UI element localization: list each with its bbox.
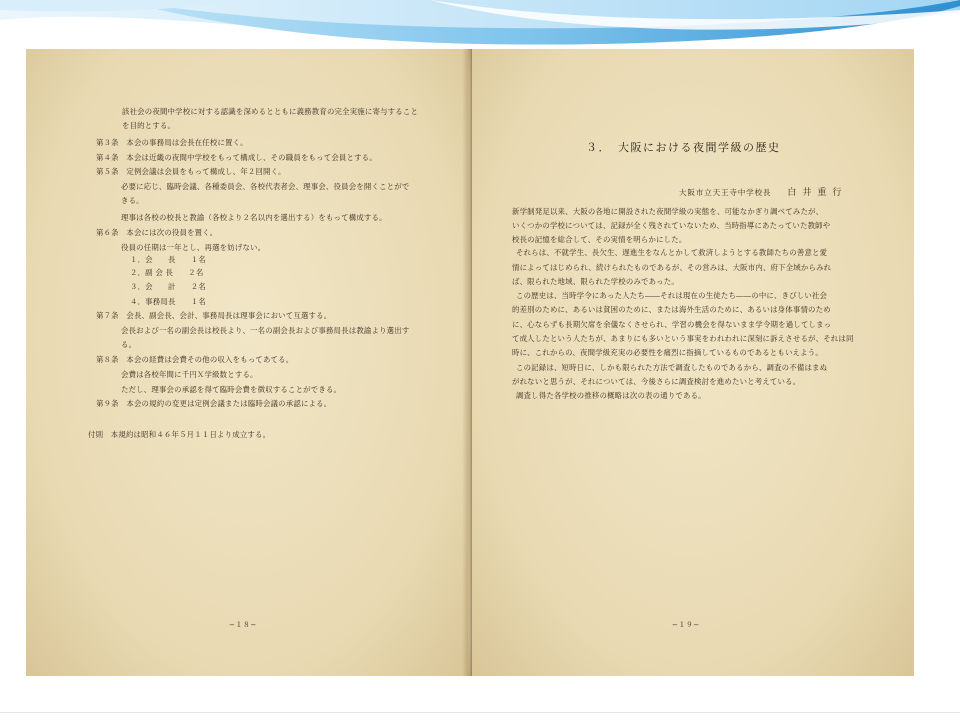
text-line: １．会 長 １名: [130, 255, 206, 264]
text-line: 第７条 会長、副会長、会計、事務局長は理事会において互選する。: [96, 311, 332, 320]
text-line: に、心ならずも長期欠席を余儀なくさせられ、学習の機会を得ないまま学令期を過してしまっ: [512, 320, 832, 329]
text-line: 的差別のために、あるいは貧困のために、または海外生活のために、あるいは身体事情のため: [512, 305, 831, 314]
text-line: 第６条 本会には次の役員を置く。: [96, 228, 218, 237]
text-line: 第３条 本会の事務局は会長在任校に置く。: [96, 138, 248, 147]
text-line: 必要に応じ、臨時会議、各種委員会、各校代表者会、理事会、役員会を開くことがで: [121, 182, 410, 191]
right-page-number: −１９−: [672, 621, 700, 629]
text-line: ４．事務局長 １名: [130, 297, 206, 306]
text-line: 新学制発足以来、大阪の各地に開設された夜間学級の実態を、可能なかぎり調べてみたが、: [512, 207, 824, 216]
author-name: 白井重行: [787, 188, 848, 198]
text-line: 時に、これからの、夜間学級充実の必要性を痛烈に指摘しているものであるともいえよう。: [512, 348, 823, 357]
text-line: がれないと思うが、それについては、今後さらに調査検討を進めたいと考えている。: [512, 377, 801, 386]
text-line: 第５条 定例会議は会員をもって構成し、年２回開く。: [96, 167, 286, 176]
text-line: 役員の任期は一年とし、再選を妨げない。: [121, 243, 266, 252]
text-line: 調査し得た各学校の推移の概略は次の表の通りである。: [516, 391, 706, 400]
text-line: きる。: [121, 196, 144, 205]
text-line: ただし、理事会の承認を得て臨時会費を徴収することができる。: [121, 385, 342, 394]
text-line: 情によってはじめられ、続けられたものであるが、その営みは、大阪市内、府下全域からみれ: [512, 263, 832, 272]
text-line: 第９条 本会の規約の変更は定例会議または臨時会議の承認による。: [96, 399, 332, 408]
text-line: この記録は、短時日に、しかも限られた方法で調査したものであるから、調査の不備はまぬ: [516, 363, 828, 372]
text-line: て成人したという人たちが、あまりにも多いという事実をわれわれに深刻に訴えさせるが、それは同: [512, 334, 854, 343]
text-line: ３．会 計 ２名: [130, 282, 206, 291]
text-line: 第４条 本会は近畿の夜間中学校をもって構成し、その職員をもって会員とする。: [96, 153, 377, 162]
author-affiliation: 大阪市立天王寺中学校長: [679, 188, 772, 197]
text-line: ば、限られた地域、限られた学校のみであった。: [512, 277, 679, 286]
text-line: この歴史は、当時学令にあった人たち――それは現在の生徒たち――の中に、きびしい社会: [516, 291, 828, 300]
text-line: いくつかの学校については、記録が全く残されていないため、当時指導にあたっていた教師や: [512, 221, 831, 230]
text-line: 理事は各校の校長と教諭（各校より２名以内を選出する）をもって構成する。: [121, 213, 387, 222]
text-line: を目的とする。: [122, 121, 176, 130]
text-line: 会長および一名の副会長は校長より、一名の副会長および事務局長は教諭より選出す: [121, 326, 410, 335]
slide-bottom-rule: [0, 712, 960, 713]
text-line: 付則 本規約は昭和４６年５月１１日より成立する。: [88, 430, 271, 439]
text-line: 会費は各校年間に千円Ｘ学級数とする。: [121, 370, 258, 379]
text-line: それらは、不就学生、長欠生、遅進生をなんとかして救済しようとする教師たちの善意と愛: [516, 248, 828, 257]
text-line: る。: [121, 340, 137, 349]
section-heading: ３． 大阪における夜間学級の歴史: [586, 141, 781, 154]
text-line: 第８条 本会の経費は会費その他の収入をもってあてる。: [96, 355, 294, 364]
left-page-number: −１８−: [229, 621, 257, 629]
left-page: [26, 49, 468, 676]
scanned-book-spread: [26, 49, 914, 676]
text-line: ２．副 会 長 ２名: [130, 268, 204, 277]
author-line: [679, 185, 847, 198]
right-page: [472, 49, 914, 676]
text-line: 該社会の夜間中学校に対する認識を深めるとともに義務教育の完全実施に寄与すること: [122, 107, 419, 116]
text-line: 校長の記憶を総合して、その実情を明らかにした。: [512, 235, 687, 244]
